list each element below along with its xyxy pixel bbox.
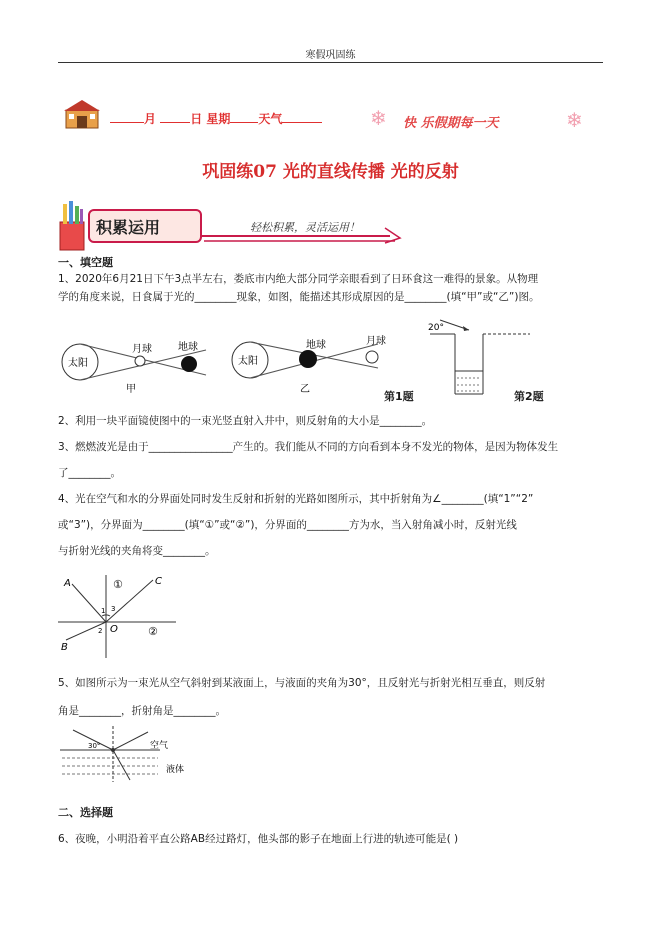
jia-label: 甲 [126, 384, 136, 395]
q4-line2: 或“3”)，分界面为________(填“①”或“②”)，分界面的________方为水，当入射角减小时，反射光线 [58, 519, 517, 531]
sun-label: 太阳 [238, 356, 258, 367]
snowflake-icon: ❄ [566, 108, 583, 132]
month-label: 月 [144, 112, 157, 126]
well-diagram [425, 316, 535, 396]
q2: 2、利用一块平面镜使图中的一束光竖直射入井中，则反射角的大小是________。 [58, 415, 433, 427]
label-2: 2 [98, 627, 103, 635]
page-title: 巩固练07 光的直线传播 光的反射 [202, 162, 459, 182]
q3-line1: 3、燃燃波光是由于________________产生的。我们能从不同的方向看到本身不发光的物体，是因为物体发生 [58, 441, 559, 453]
q6: 6、夜晚，小明沿着平直公路AB经过路灯，他头部的影子在地面上行进的轨迹可能是( ) [58, 833, 459, 845]
header-divider [58, 62, 603, 63]
fig1-caption: 第1题 [384, 390, 414, 403]
label-O: O [110, 624, 118, 635]
running-header: 寒假巩固练 [305, 50, 356, 61]
label-C: C [155, 576, 162, 587]
q5-angle: 30° [88, 742, 101, 750]
day-label: 日 [190, 112, 203, 126]
label-1: 1 [101, 607, 106, 615]
earth-label: 地球 [306, 340, 326, 351]
banner-arrow [200, 222, 405, 244]
q4-line1: 4、光在空气和水的分界面处同时发生反射和折射的光路如图所示，其中折射角为∠________(填“1”“2” [58, 493, 534, 505]
date-bar [110, 110, 322, 127]
label-circle1: ① [113, 578, 123, 591]
banner-label: 积累运用 [96, 218, 161, 237]
earth-label: 地球 [178, 342, 198, 353]
well-angle: 20° [428, 323, 444, 333]
q5-line1: 5、如图所示为一束光从空气斜射到某液面上，与液面的夹角为30°，且反射光与折射光相互垂直，则反射 [58, 677, 546, 689]
air-label: 空气 [150, 741, 169, 751]
q1-line2: 学的角度来说，日食属于光的________现象，如图，能描述其形成原因的是________(填“甲”或“乙”)图。 [58, 291, 540, 303]
banner-motto: 轻松积累，灵活运用！ [250, 221, 360, 234]
moon-label: 月球 [132, 344, 152, 355]
refraction-diagram [58, 570, 178, 658]
moon-label: 月球 [366, 336, 386, 347]
section-heading-fill: 一、填空题 [58, 256, 113, 269]
school-building-icon [62, 98, 102, 130]
q5-line2: 角是________，折射角是________。 [58, 705, 226, 717]
q1-line1: 1、2020年6月21日下午3点半左右，娄底市内绝大部分同学亲眼看到了日环食这一难得的景象。从物理 [58, 273, 539, 285]
eclipse-diagram-jia [58, 330, 213, 395]
yi-label: 乙 [300, 384, 310, 395]
label-B: B [61, 642, 68, 653]
weather-label: 天气 [258, 112, 283, 126]
fig2-caption: 第2题 [514, 390, 544, 403]
liquid-surface-diagram [58, 724, 198, 784]
q4-line3: 与折射光线的夹角将变________。 [58, 545, 216, 557]
weekday-label: 星期 [206, 112, 231, 126]
pencil-cup-icon [57, 200, 87, 252]
label-3: 3 [111, 605, 116, 613]
snowflake-icon: ❄ [370, 106, 387, 130]
liquid-label: 液体 [166, 765, 185, 775]
slogan: 快 乐假期每一天 [403, 116, 499, 131]
q3-line2: 了________。 [58, 467, 121, 479]
label-circle2: ② [148, 625, 158, 638]
eclipse-diagram-yi [228, 330, 386, 395]
label-A: A [64, 578, 71, 589]
sun-label: 太阳 [68, 358, 88, 369]
section-heading-choice: 二、选择题 [58, 806, 113, 819]
